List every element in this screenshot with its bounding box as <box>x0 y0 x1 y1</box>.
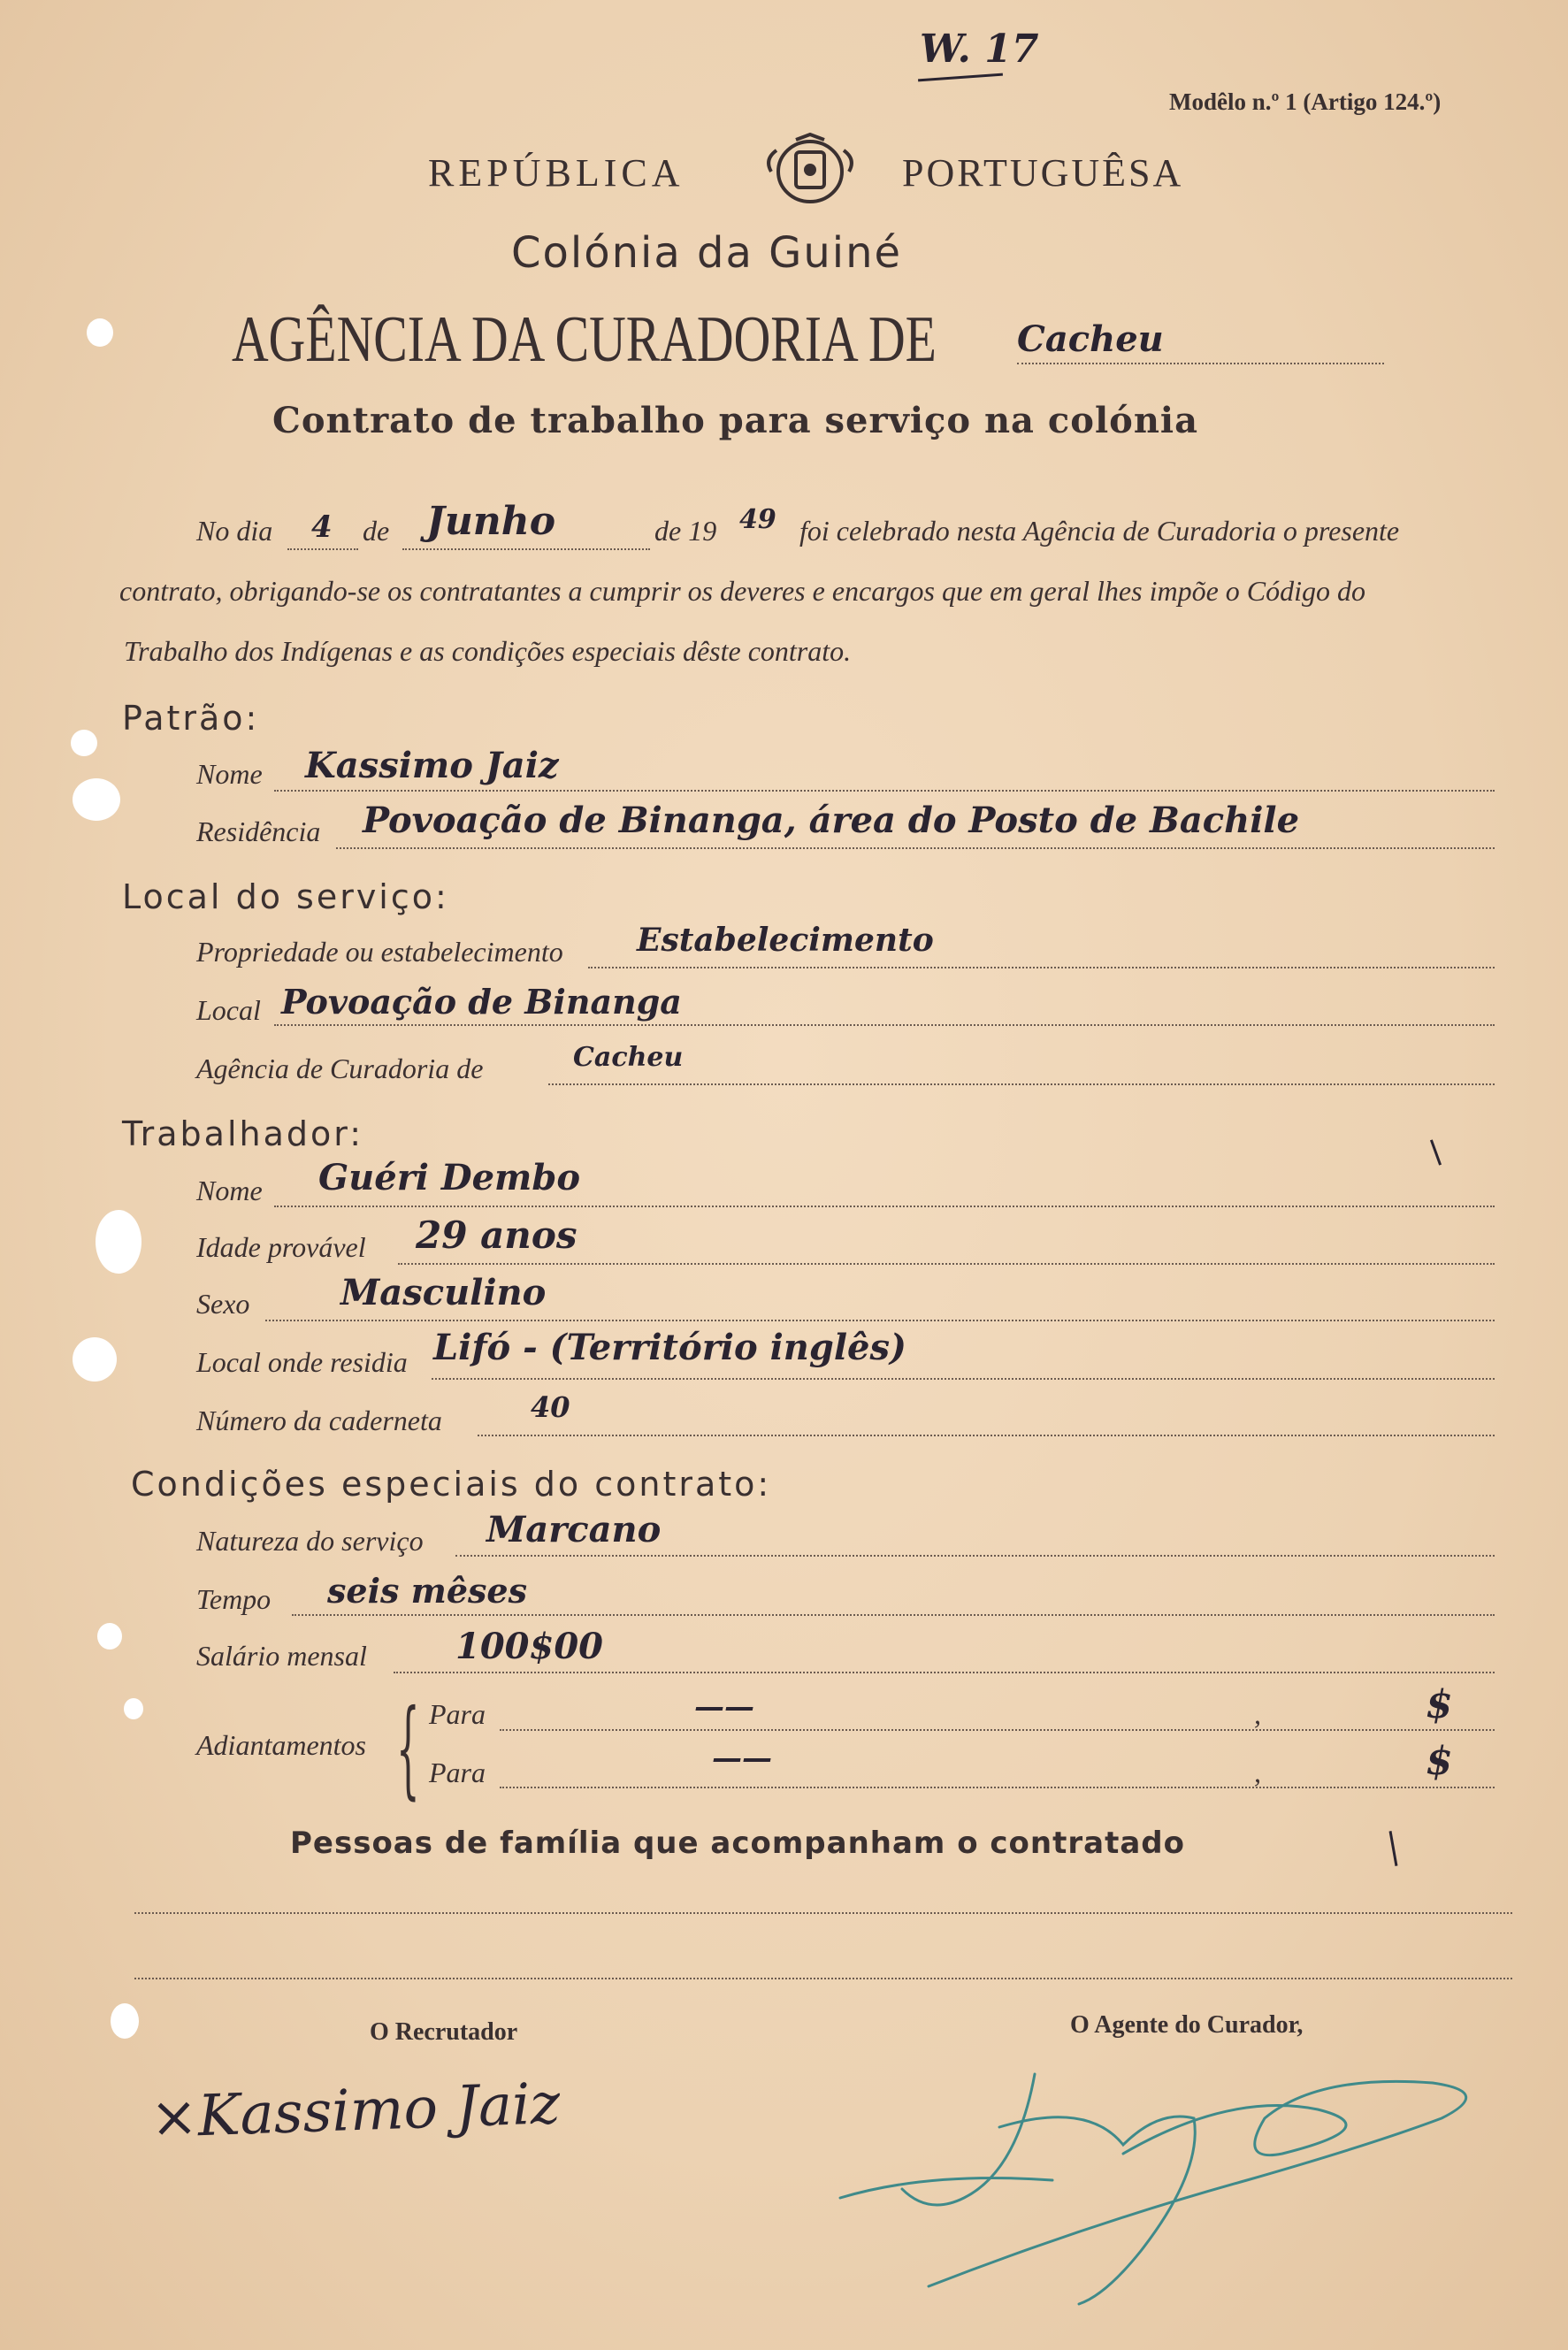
model-reference: Modêlo n.º 1 (Artigo 124.º) <box>1169 88 1442 115</box>
local-residia-value: Lifó - (Território inglês) <box>433 1327 906 1368</box>
caderneta-value: 40 <box>531 1390 570 1424</box>
sexo-line <box>265 1320 1495 1321</box>
idade-line <box>398 1263 1495 1265</box>
natureza-value: Marcano <box>486 1509 662 1550</box>
section-patrao: Patrão: <box>122 699 260 738</box>
salario-line <box>394 1672 1495 1673</box>
contract-title: Contrato de trabalho para serviço na colónia <box>272 400 1199 441</box>
intro-line2: contrato, obrigando-se os contratantes a cumprir os deveres e encargos que em geral lhes impõe o Código do <box>119 575 1365 607</box>
familia-heading: Pessoas de família que acompanham o contratado <box>290 1826 1185 1861</box>
natureza-line <box>455 1555 1495 1557</box>
familia-line-1 <box>134 1912 1512 1914</box>
binding-hole <box>111 2003 139 2039</box>
para1-value: —— <box>694 1689 754 1725</box>
caderneta-label: Número da caderneta <box>196 1405 442 1436</box>
local-label: Local <box>196 994 261 1026</box>
binding-hole <box>124 1698 143 1719</box>
agente-signature <box>822 2021 1512 2313</box>
coat-of-arms-icon <box>761 133 860 208</box>
intro-day-line <box>287 548 358 550</box>
binding-hole <box>71 730 97 756</box>
natureza-label: Natureza do serviço <box>196 1525 424 1557</box>
para2-value: —— <box>712 1741 772 1776</box>
tempo-label: Tempo <box>196 1583 272 1615</box>
trabalhador-nome-label: Nome <box>196 1175 263 1206</box>
intro-line3: Trabalho dos Indígenas e as condições especiais dêste contrato. <box>124 635 852 667</box>
local-residia-line <box>432 1378 1495 1380</box>
stray-mark <box>1389 1831 1398 1866</box>
sexo-label: Sexo <box>196 1288 250 1320</box>
tempo-value: seis mêses <box>327 1571 527 1611</box>
patrao-residencia-value: Povoação de Binanga, área do Posto de Bachile <box>363 800 1300 841</box>
para2-line <box>500 1787 1495 1788</box>
intro-month-line <box>402 548 650 550</box>
binding-hole <box>73 1337 117 1382</box>
recrutador-label: O Recrutador <box>370 2018 518 2046</box>
local-residia-label: Local onde residia <box>196 1346 408 1378</box>
agencia-curadoria-value: Cacheu <box>573 1042 684 1073</box>
local-value: Povoação de Binanga <box>281 982 682 1022</box>
propriedade-line <box>588 967 1495 968</box>
intro-line1-rest: foi celebrado nesta Agência de Curadoria o presente <box>799 515 1400 547</box>
caderneta-line <box>478 1435 1495 1436</box>
binding-hole <box>97 1623 122 1650</box>
section-local-servico: Local do serviço: <box>122 877 449 916</box>
page-number-underline <box>918 73 1003 82</box>
familia-line-2 <box>134 1978 1512 1979</box>
para2-comma: , <box>1254 1757 1261 1788</box>
patrao-nome-value: Kassimo Jaiz <box>305 745 559 786</box>
agencia-curadoria-line <box>548 1083 1495 1085</box>
idade-label: Idade provável <box>196 1231 366 1263</box>
sexo-value: Masculino <box>340 1272 547 1313</box>
agencia-place-value: Cacheu <box>1017 318 1164 360</box>
agente-label: O Agente do Curador, <box>1070 2011 1304 2039</box>
trabalhador-nome-line <box>274 1206 1495 1207</box>
intro-de: de <box>363 515 390 547</box>
section-condicoes: Condições especiais do contrato: <box>131 1465 772 1504</box>
para1-label: Para <box>429 1698 486 1730</box>
salario-value: 100$00 <box>455 1626 603 1667</box>
binding-hole <box>87 318 113 347</box>
binding-hole <box>96 1210 142 1274</box>
header-agencia: AGÊNCIA DA CURADORIA DE <box>232 303 937 376</box>
adiantamentos-label: Adiantamentos <box>196 1729 366 1761</box>
salario-label: Salário mensal <box>196 1640 367 1672</box>
adiantamentos-brace: { <box>396 1688 420 1810</box>
header-colonia: Colónia da Guiné <box>511 228 903 278</box>
patrao-residencia-line <box>336 847 1495 849</box>
para2-currency: $ <box>1426 1739 1453 1784</box>
patrao-nome-line <box>274 790 1495 792</box>
patrao-residencia-label: Residência <box>196 815 321 847</box>
recrutador-signature: ×Kassimo Jaiz <box>149 2071 562 2152</box>
binding-hole <box>73 778 120 821</box>
para1-line <box>500 1729 1495 1731</box>
header-republica: REPÚBLICA <box>428 151 685 195</box>
agencia-place-line <box>1017 363 1384 364</box>
intro-day-value: 4 <box>311 509 333 545</box>
header-portuguesa: PORTUGUÊSA <box>902 151 1184 195</box>
propriedade-label: Propriedade ou estabelecimento <box>196 936 563 968</box>
intro-year-value: 49 <box>739 504 776 535</box>
propriedade-value: Estabelecimento <box>637 922 934 959</box>
patrao-nome-label: Nome <box>196 758 263 790</box>
para1-comma: , <box>1254 1698 1261 1730</box>
idade-value: 29 anos <box>416 1213 577 1257</box>
section-trabalhador: Trabalhador: <box>122 1114 363 1153</box>
stray-mark <box>1430 1139 1442 1165</box>
tempo-line <box>292 1614 1495 1616</box>
local-line <box>274 1024 1495 1026</box>
intro-no-dia: No dia <box>196 515 273 547</box>
para1-currency: $ <box>1426 1682 1453 1727</box>
intro-month-value: Junho <box>426 499 556 544</box>
trabalhador-nome-value: Guéri Dembo <box>318 1157 580 1198</box>
page-number: W. 17 <box>920 27 1039 72</box>
agencia-curadoria-label: Agência de Curadoria de <box>196 1053 484 1084</box>
para2-label: Para <box>429 1757 486 1788</box>
intro-de-19: de 19 <box>654 515 717 547</box>
